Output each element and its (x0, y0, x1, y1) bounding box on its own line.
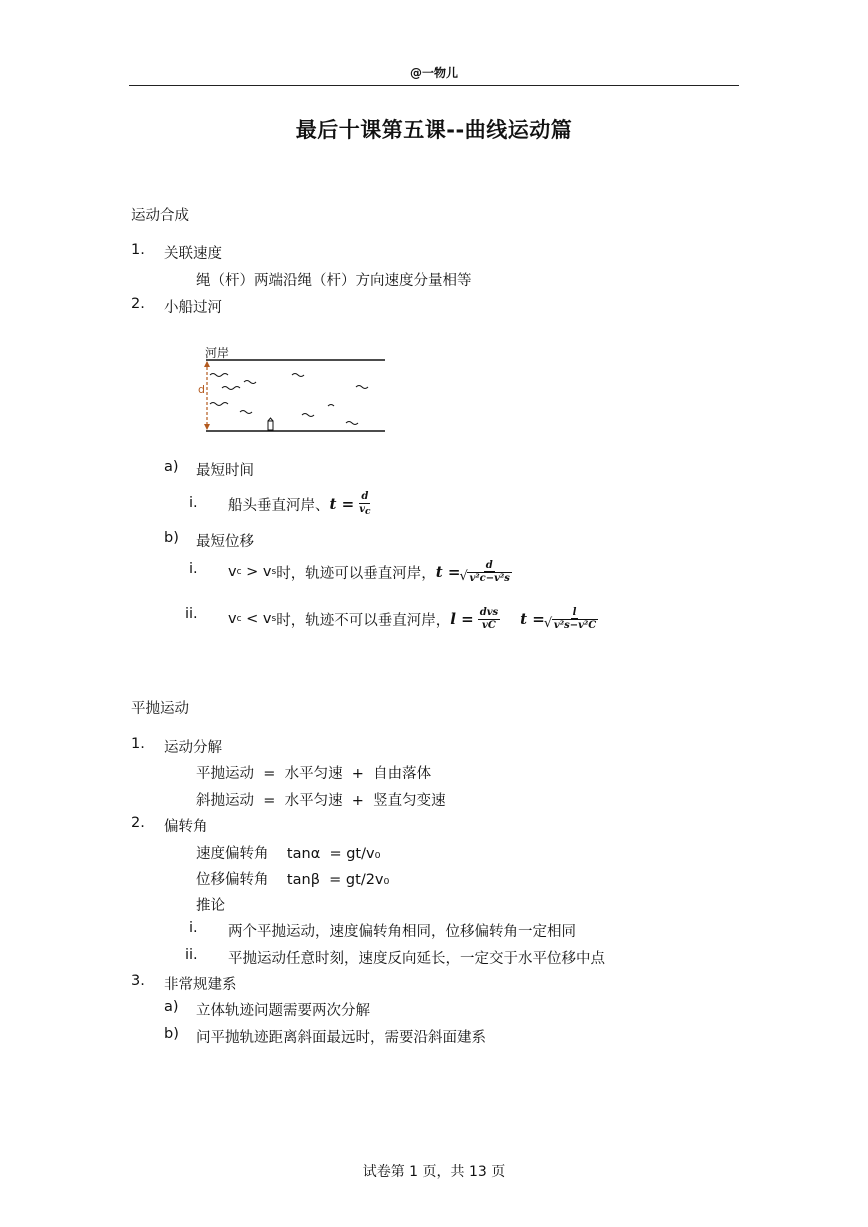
page-footer: 试卷第 1 页，共 13 页 (362, 1164, 506, 1180)
velocity-sub: s (271, 614, 277, 624)
formula-text: 时，轨迹可以垂直河岸， (276, 565, 436, 582)
formula-text: 船头垂直河岸、 (228, 497, 330, 514)
sqrt-expression: √ v²s−v²C (552, 619, 598, 632)
denominator-var: v (359, 503, 366, 515)
fraction (549, 607, 600, 632)
list-item-detail: 位移偏转角 tanβ = gt/2v₀ (196, 872, 390, 888)
denominator (549, 619, 600, 632)
list-marker: i. (189, 561, 198, 577)
list-item-detail: 两个平抛运动，速度偏转角相同，位移偏转角一定相同 (228, 924, 576, 940)
list-item-detail: 绳（杆）两端沿绳（杆）方向速度分量相等 (196, 273, 472, 289)
sqrt-expression: √ v²c−v²s (467, 572, 511, 585)
list-item-label: 偏转角 (164, 819, 208, 835)
formula-shortest-time (228, 486, 373, 522)
formula-case-vc-less (228, 596, 600, 642)
page-header-author: @一物儿 (409, 66, 458, 80)
numerator: d (485, 559, 493, 571)
formula-var: l = (450, 610, 474, 628)
header-rule (129, 85, 739, 86)
velocity-sub: s (271, 567, 277, 577)
operator: > (241, 564, 263, 580)
river-bank-label: 河岸 (205, 346, 230, 360)
list-marker: ii. (185, 947, 198, 963)
velocity: v (262, 564, 272, 580)
formula-text: 时，轨迹不可以垂直河岸， (276, 612, 451, 629)
section-heading-projectile-motion: 平抛运动 (131, 701, 189, 717)
numerator: d (361, 491, 369, 503)
list-marker: ii. (185, 606, 198, 622)
list-marker: a) (164, 999, 179, 1015)
list-item-detail: 问平抛轨迹距离斜面最远时，需要沿斜面建系 (196, 1030, 486, 1046)
denominator (464, 572, 513, 585)
list-item-label: 最短位移 (196, 534, 254, 550)
list-item-detail: 立体轨迹问题需要两次分解 (196, 1003, 370, 1019)
denominator: vC (482, 619, 496, 631)
list-item-label: 运动分解 (164, 740, 222, 756)
velocity: v (228, 564, 237, 580)
velocity-sub: c (236, 567, 242, 577)
formula-var: t = (520, 610, 545, 628)
velocity: v (228, 611, 237, 627)
velocity-sub: c (236, 614, 242, 624)
numerator: dvs (479, 607, 499, 618)
formula-var: t = (329, 495, 355, 513)
list-number: 2. (131, 815, 145, 831)
list-item-detail: 平抛运动 = 水平匀速 + 自由落体 (196, 766, 432, 782)
list-number: 3. (131, 973, 145, 989)
denominator (357, 504, 372, 517)
list-item-label: 关联速度 (164, 246, 222, 262)
list-number: 2. (131, 296, 145, 312)
list-marker: a) (164, 459, 179, 475)
denominator-sub: c (365, 506, 371, 517)
list-marker: b) (164, 530, 179, 546)
distance-label: d (198, 383, 205, 396)
page-title: 最后十课第五课--曲线运动篇 (295, 118, 573, 142)
list-marker: i. (189, 495, 198, 511)
list-item-label: 非常规建系 (164, 977, 237, 993)
list-item-detail: 推论 (196, 898, 225, 914)
formula-var: t = (435, 563, 461, 581)
list-item-label: 最短时间 (196, 463, 254, 479)
list-marker: i. (189, 920, 198, 936)
fraction (478, 607, 500, 631)
formula-case-vc-greater (228, 551, 514, 593)
fraction (464, 560, 513, 585)
list-marker: b) (164, 1026, 179, 1042)
list-item-detail: 平抛运动任意时刻，速度反向延长，一定交于水平位移中点 (228, 951, 605, 967)
numerator: l (572, 606, 577, 618)
section-heading-motion-composition: 运动合成 (131, 208, 189, 224)
list-number: 1. (131, 242, 145, 258)
operator: < (241, 611, 263, 627)
list-item-detail: 速度偏转角 tanα = gt/v₀ (196, 846, 381, 862)
list-item-detail: 斜抛运动 = 水平匀速 + 竖直匀变速 (196, 793, 446, 809)
list-number: 1. (131, 736, 145, 752)
list-item-label: 小船过河 (164, 300, 222, 316)
velocity: v (262, 611, 272, 627)
fraction (357, 491, 372, 517)
